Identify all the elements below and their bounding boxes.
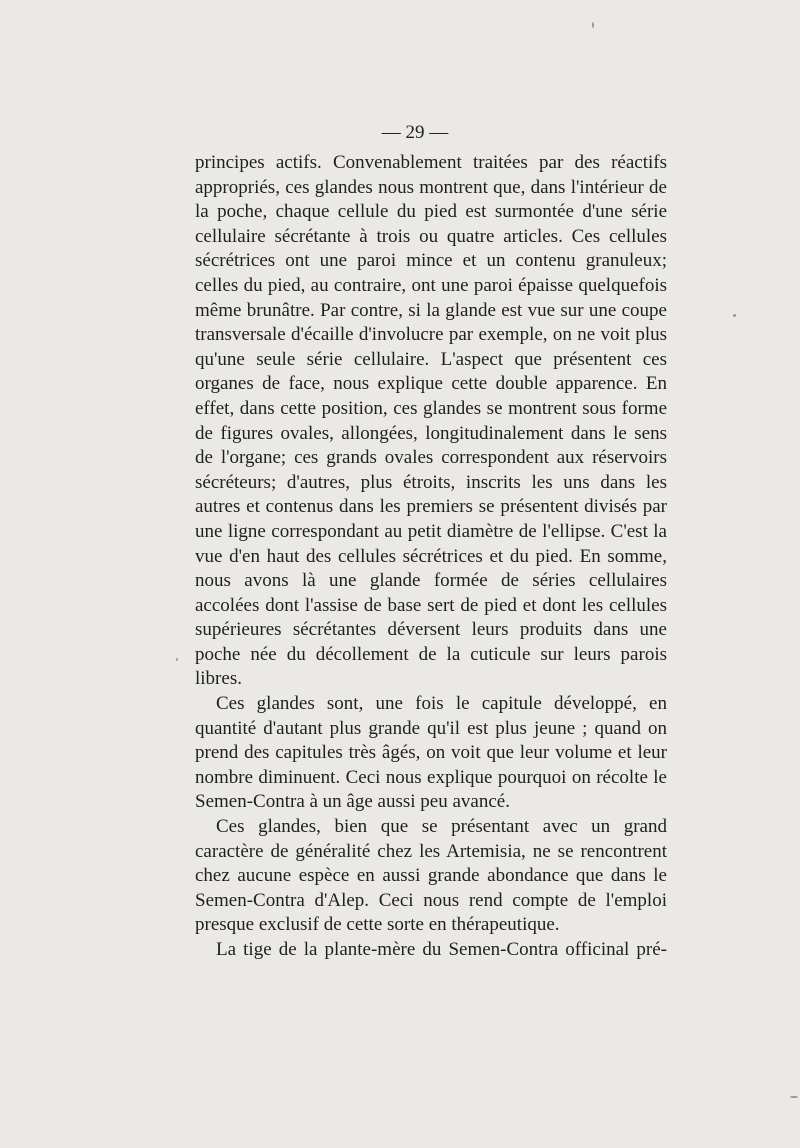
- page-number: — 29 —: [381, 122, 449, 143]
- scan-speck: [176, 658, 178, 661]
- scan-speck: [733, 314, 736, 317]
- body-text: [195, 151, 667, 963]
- scan-speck: [592, 22, 594, 28]
- scan-speck: [790, 1096, 798, 1098]
- paragraph-2: Ces glandes sont, une fois le capitule développé, en quantité d'autant plus grande qu'il est plus jeune ; quand on prend des capitules très âgés, on voit que leur volume et leur nombre diminuent. Ceci nous explique pourquoi on récolte le Semen-Contra à un âge aussi peu avancé.: [195, 693, 667, 813]
- paragraph-3: Ces glandes, bien que se présentant avec un grand caractère de généralité chez les Artemisia, ne se rencontrent chez aucune espèce en aussi grande abondance que dans le Semen-Contra d'Alep. Ceci nous rend compte de l'emploi presque exclusif de cette sorte en thérapeutique.: [195, 816, 667, 936]
- paragraph-1: principes actifs. Convenablement traitées par des réactifs appropriés, ces glandes nous montrent que, dans l'intérieur de la poche, chaque cellule du pied est surmontée d'une série cellulaire sécrétante à trois ou quatre articles. Ces cellules sécrétrices ont une paroi mince et un contenu granuleux; celles du pied, au contraire, ont une paroi épaisse quelquefois même brunâtre. Par contre, si la glande est vue sur une coupe transversale d'écaille d'involucre par exemple, on ne voit plus qu'une seule série cellulaire. L'aspect que présentent ces organes de face, nous explique cette double apparence. En effet, dans cette position, ces glandes se montrent sous forme de figures ovales, allongées, longitudinalement dans le sens de l'organe; ces grands ovales correspondent aux réservoirs sécréteurs; d'autres, plus étroits, inscrits les uns dans les autres et contenus dans les premiers se présentent divisés par une ligne correspondant au petit diamètre de l'ellipse. C'est la vue d'en haut des cellules sécrétrices et du pied. En somme, nous avons là une glande formée de séries cellulaires accolées dont l'assise de base sert de pied et dont les cellules supérieures sécrétantes déversent leurs produits dans une poche née du décollement de la cuticule sur leurs parois libres.: [195, 152, 667, 690]
- paragraph-4: La tige de la plante-mère du Semen-Contra officinal pré-: [216, 939, 667, 960]
